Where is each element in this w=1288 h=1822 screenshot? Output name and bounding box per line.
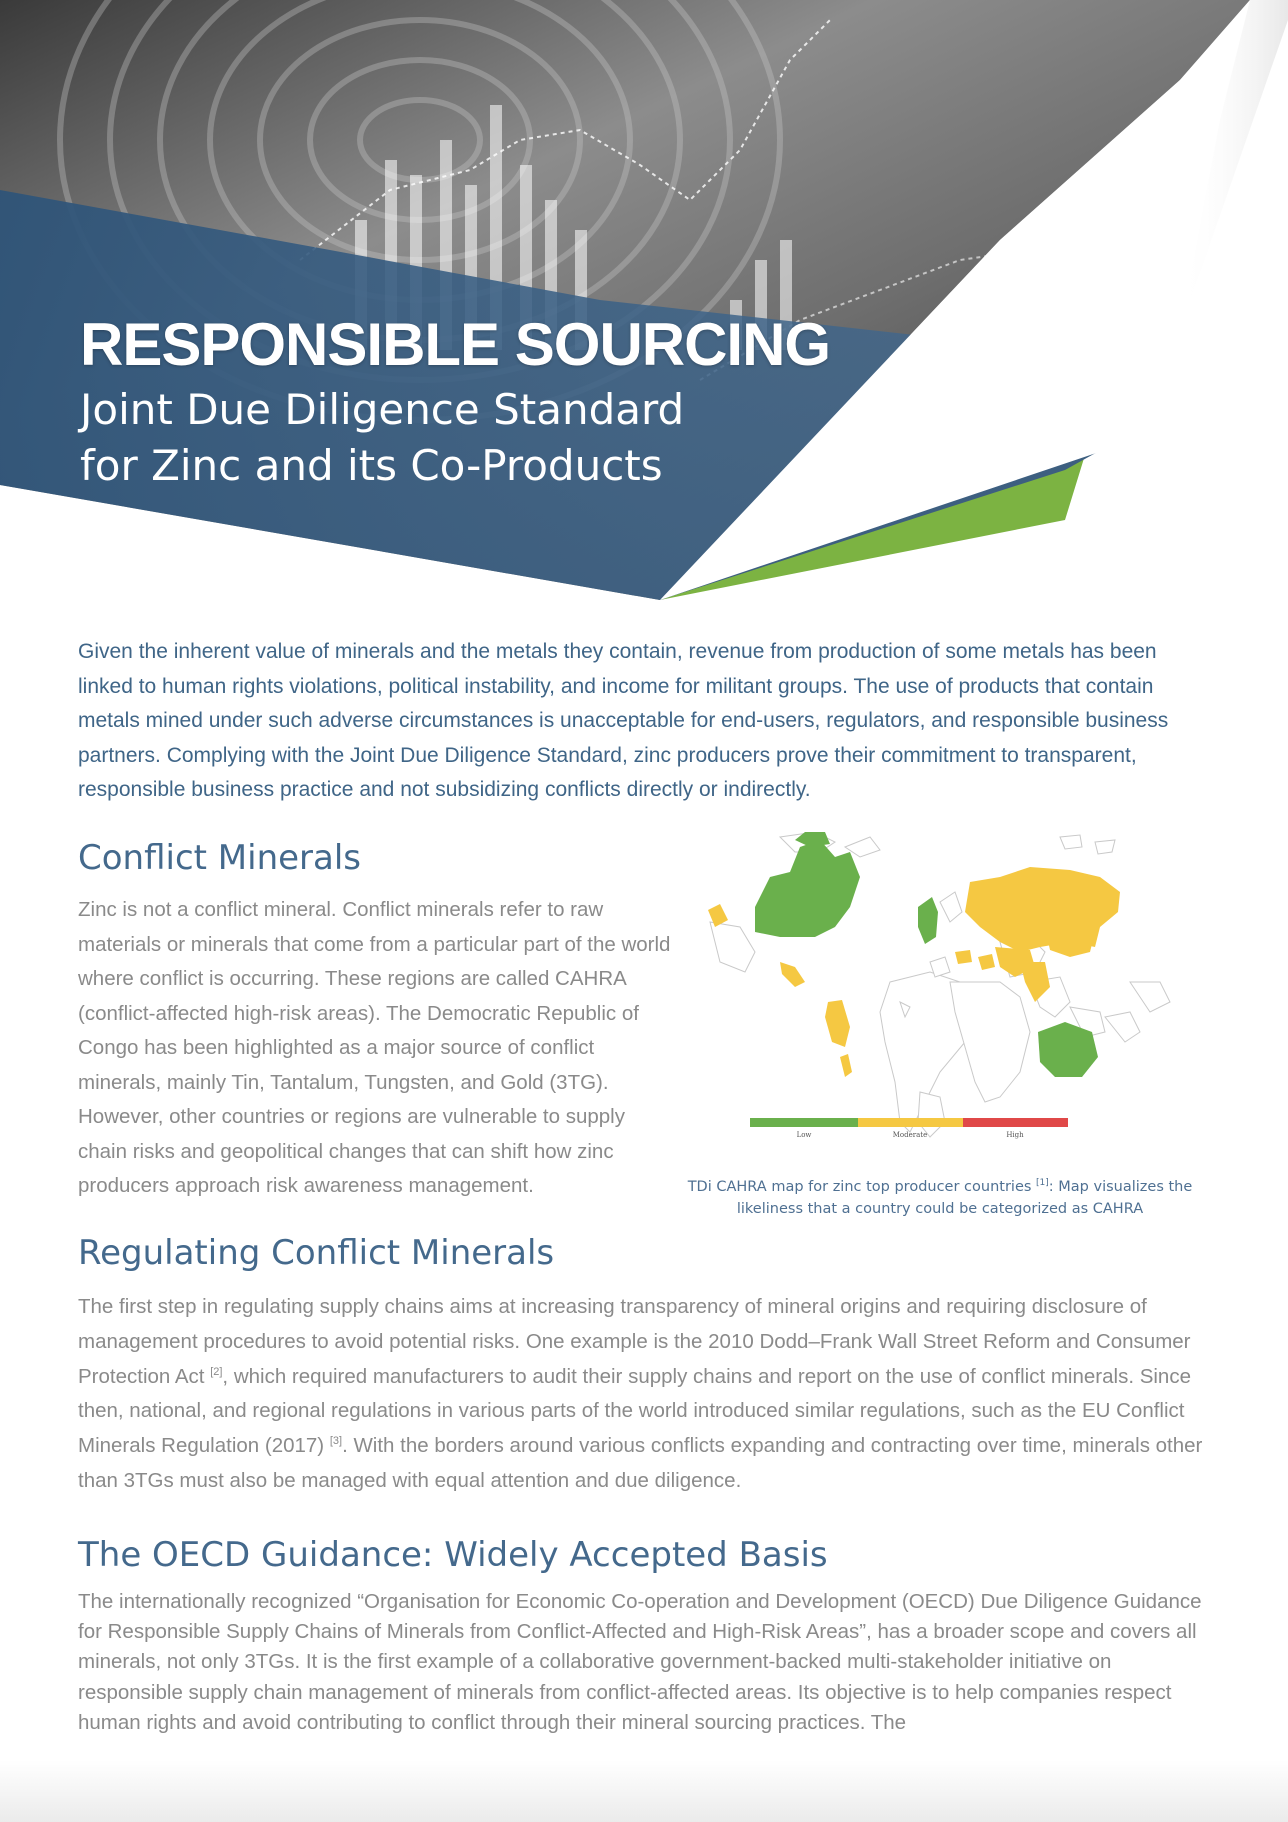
map-caption-reference[interactable]: [1] — [1036, 1178, 1049, 1189]
legend-high-label: High — [1006, 1131, 1024, 1139]
conflict-minerals-text: Zinc is not a conflict mineral. Conflict minerals refer to raw materials or minerals that come from a particular part of the world where conflict is occurring. These regions are called CAHRA (conflict-affected high-risk areas). The Democratic Republic of Congo has been highlighted as a major source of conflict minerals, mainly Tin, Tantalum, Tungsten, and Gold (3TG). However, other countries or regions are vulnerable to supply chain risks and geopolitical changes that can shift how zinc producers approach risk awareness management. — [78, 898, 671, 1197]
intro-paragraph: Given the inherent value of minerals and the metals they contain, revenue from production of some metals has been linked to human rights violations, political instability, and income for militant groups. The use of products that contain metals mined under such adverse circumstances is unacceptable for end-users, regulators, and responsible business partners. Complying with the Joint Due Diligence Standard, zinc producers prove their commitment to transparent, responsible business practice and not subsidizing conflicts directly or indirectly. — [78, 640, 1169, 801]
oecd-text: The internationally recognized “Organisation for Economic Co-operation and Development (OECD) Due Diligence Guidance for Responsible Supply Chains of Minerals from Conflict-Affected and High-Risk Areas”, has a broader scope and covers all minerals, not only 3TGs. It is the first example of a collaborative government-backed multi-stakeholder initiative on responsible supply chain management of minerals from conflict-affected areas. Its objective is to help companies respect human rights and avoid contributing to conflict through their mineral sourcing practices. The — [78, 1590, 1202, 1734]
regulating-text-part-1: The first step in regulating supply chains aims at increasing transparency of mineral origins and requiring disclosure of management procedures to avoid potential risks. One example is the 2010 Dodd–Frank Wall Street Reform and Consumer Protection Act — [78, 1295, 1191, 1388]
conflict-minerals-heading: Conflict Minerals — [78, 838, 362, 878]
cahra-world-map — [700, 832, 1200, 1172]
map-caption — [680, 1176, 1200, 1220]
hero-subtitle-line-2: for Zinc and its Co-Products — [80, 441, 663, 490]
map-caption-text: TDi CAHRA map for zinc top producer countries — [687, 1179, 1037, 1195]
legend-low-label: Low — [796, 1131, 812, 1139]
regulating-text — [78, 1290, 1218, 1499]
regulating-text-part-3: . With the borders around various conflicts expanding and contracting over time, minerals other than 3TGs must also be managed with equal attention and due diligence. — [78, 1434, 1203, 1492]
legend-high-swatch — [963, 1118, 1068, 1127]
hero-banner — [0, 0, 1288, 620]
legend-moderate-label: Moderate — [892, 1131, 928, 1139]
hero-subtitle-line-1: Joint Due Diligence Standard — [80, 385, 685, 434]
oecd-heading: The OECD Guidance: Widely Accepted Basis — [78, 1535, 828, 1575]
hero-subtitle — [80, 382, 684, 494]
hero-title: RESPONSIBLE SOURCING — [80, 311, 831, 378]
regulating-text-part-2: , which required manufacturers to audit their supply chains and report on the use of conflict minerals. Since then, national, and regional regulations in various parts of the world introduced similar regulations, such as the EU Conflict Minerals Regulation (2017) — [78, 1364, 1191, 1458]
footer-shade — [0, 1760, 1288, 1822]
legend-low-swatch — [750, 1118, 858, 1127]
legend-moderate-swatch — [858, 1118, 963, 1127]
reference-3[interactable]: [3] — [329, 1435, 343, 1448]
regulating-heading: Regulating Conflict Minerals — [78, 1233, 555, 1273]
map-caption-text-cont: : Map visualizes the likeliness that a country could be categorized as CAHRA — [736, 1179, 1193, 1217]
reference-2[interactable]: [2] — [210, 1365, 223, 1378]
world-map-graphic — [700, 832, 1200, 1172]
